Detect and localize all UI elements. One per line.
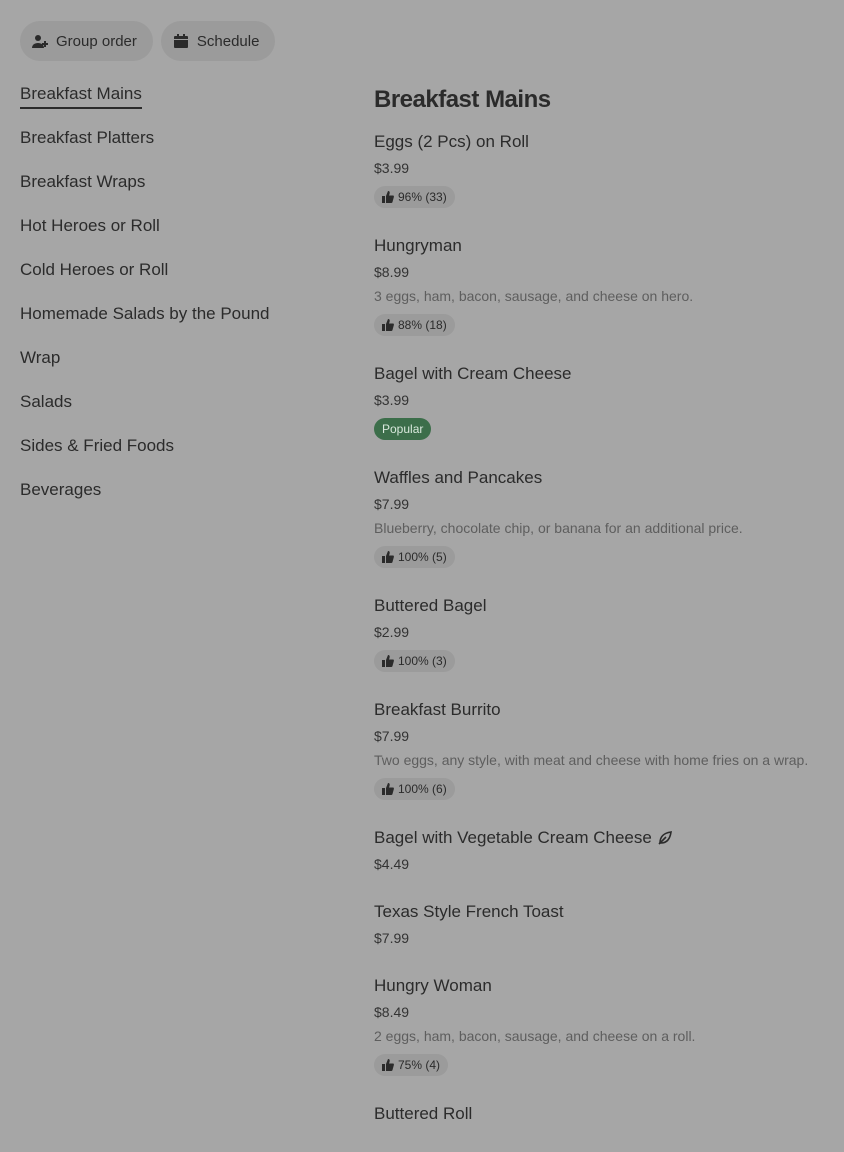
item-price: $7.99 bbox=[374, 728, 410, 744]
sidebar-item-salads[interactable] bbox=[20, 390, 320, 434]
menu-item[interactable] bbox=[374, 362, 834, 440]
sidebar-item-label: Salads bbox=[20, 392, 72, 411]
item-price: $8.99 bbox=[374, 264, 410, 280]
item-price: $7.99 bbox=[374, 930, 410, 946]
top-actions bbox=[20, 21, 275, 61]
thumbs-up-icon bbox=[382, 319, 394, 331]
rating-badge: 100% (5) bbox=[374, 546, 455, 568]
item-name: Hungry Woman bbox=[374, 976, 492, 995]
menu-item[interactable] bbox=[374, 698, 834, 800]
rating-badge: 75% (4) bbox=[374, 1054, 448, 1076]
item-name: Waffles and Pancakes bbox=[374, 468, 543, 487]
item-description: 3 eggs, ham, bacon, sausage, and cheese on hero. bbox=[374, 288, 694, 304]
sidebar-item-cold-heroes[interactable] bbox=[20, 258, 320, 302]
thumbs-up-icon bbox=[382, 655, 394, 667]
menu-item[interactable] bbox=[374, 130, 834, 208]
popular-badge: Popular bbox=[374, 418, 431, 440]
thumbs-up-icon bbox=[382, 783, 394, 795]
leaf-icon bbox=[658, 831, 672, 845]
sidebar-item-breakfast-mains[interactable] bbox=[20, 82, 320, 126]
item-price: $7.99 bbox=[374, 496, 410, 512]
rating-badge: 96% (33) bbox=[374, 186, 455, 208]
group-order-button[interactable] bbox=[20, 21, 153, 61]
sidebar-item-breakfast-wraps[interactable] bbox=[20, 170, 320, 214]
calendar-icon bbox=[173, 33, 189, 49]
add-person-icon bbox=[32, 33, 48, 49]
item-description: Blueberry, chocolate chip, or banana for an additional price. bbox=[374, 520, 743, 536]
item-price: $2.99 bbox=[374, 624, 410, 640]
menu-item[interactable] bbox=[374, 1102, 834, 1126]
sidebar-item-homemade-salads[interactable] bbox=[20, 302, 320, 346]
item-description: 2 eggs, ham, bacon, sausage, and cheese on a roll. bbox=[374, 1028, 696, 1044]
item-price: $3.99 bbox=[374, 392, 410, 408]
sidebar-item-hot-heroes[interactable] bbox=[20, 214, 320, 258]
item-price: $4.49 bbox=[374, 856, 410, 872]
sidebar-item-beverages[interactable] bbox=[20, 478, 320, 522]
menu-item[interactable] bbox=[374, 466, 834, 568]
rating-badge: 100% (3) bbox=[374, 650, 455, 672]
item-name: Bagel with Vegetable Cream Cheese bbox=[374, 826, 834, 850]
sidebar-item-label: Breakfast Mains bbox=[20, 82, 142, 109]
sidebar-item-label: Sides & Fried Foods bbox=[20, 436, 175, 455]
item-name: Texas Style French Toast bbox=[374, 902, 564, 921]
sidebar-item-label: Beverages bbox=[20, 480, 102, 499]
thumbs-up-icon bbox=[382, 1059, 394, 1071]
sidebar-item-sides-fried-foods[interactable] bbox=[20, 434, 320, 478]
schedule-button[interactable] bbox=[161, 21, 276, 61]
sidebar-item-breakfast-platters[interactable] bbox=[20, 126, 320, 170]
sidebar-item-label: Cold Heroes or Roll bbox=[20, 260, 169, 279]
item-name: Breakfast Burrito bbox=[374, 700, 501, 719]
menu-item[interactable] bbox=[374, 900, 834, 948]
sidebar-item-label: Breakfast Platters bbox=[20, 128, 155, 147]
sidebar-item-wrap[interactable] bbox=[20, 346, 320, 390]
menu-item[interactable] bbox=[374, 826, 834, 874]
menu-item[interactable] bbox=[374, 234, 834, 336]
rating-badge: 88% (18) bbox=[374, 314, 455, 336]
menu-item[interactable] bbox=[374, 974, 834, 1076]
item-description: Two eggs, any style, with meat and cheese with home fries on a wrap. bbox=[374, 752, 809, 768]
sidebar-item-label: Homemade Salads by the Pound bbox=[20, 304, 270, 323]
rating-badge: 100% (6) bbox=[374, 778, 455, 800]
item-name: Bagel with Cream Cheese bbox=[374, 364, 572, 383]
category-sidebar bbox=[20, 82, 320, 522]
item-price: $8.49 bbox=[374, 1004, 410, 1020]
thumbs-up-icon bbox=[382, 551, 394, 563]
schedule-label: Schedule bbox=[196, 32, 260, 50]
sidebar-item-label: Breakfast Wraps bbox=[20, 172, 146, 191]
item-name: Eggs (2 Pcs) on Roll bbox=[374, 132, 529, 151]
sidebar-item-label: Wrap bbox=[20, 348, 61, 367]
section-title: Breakfast Mains bbox=[374, 86, 551, 113]
item-name: Hungryman bbox=[374, 236, 462, 255]
group-order-label: Group order bbox=[56, 32, 137, 50]
menu-item[interactable] bbox=[374, 594, 834, 672]
sidebar-item-label: Hot Heroes or Roll bbox=[20, 216, 160, 235]
thumbs-up-icon bbox=[382, 191, 394, 203]
item-name: Buttered Roll bbox=[374, 1104, 473, 1123]
item-price: $3.99 bbox=[374, 160, 410, 176]
menu-section bbox=[374, 84, 834, 1152]
item-name: Buttered Bagel bbox=[374, 596, 487, 615]
